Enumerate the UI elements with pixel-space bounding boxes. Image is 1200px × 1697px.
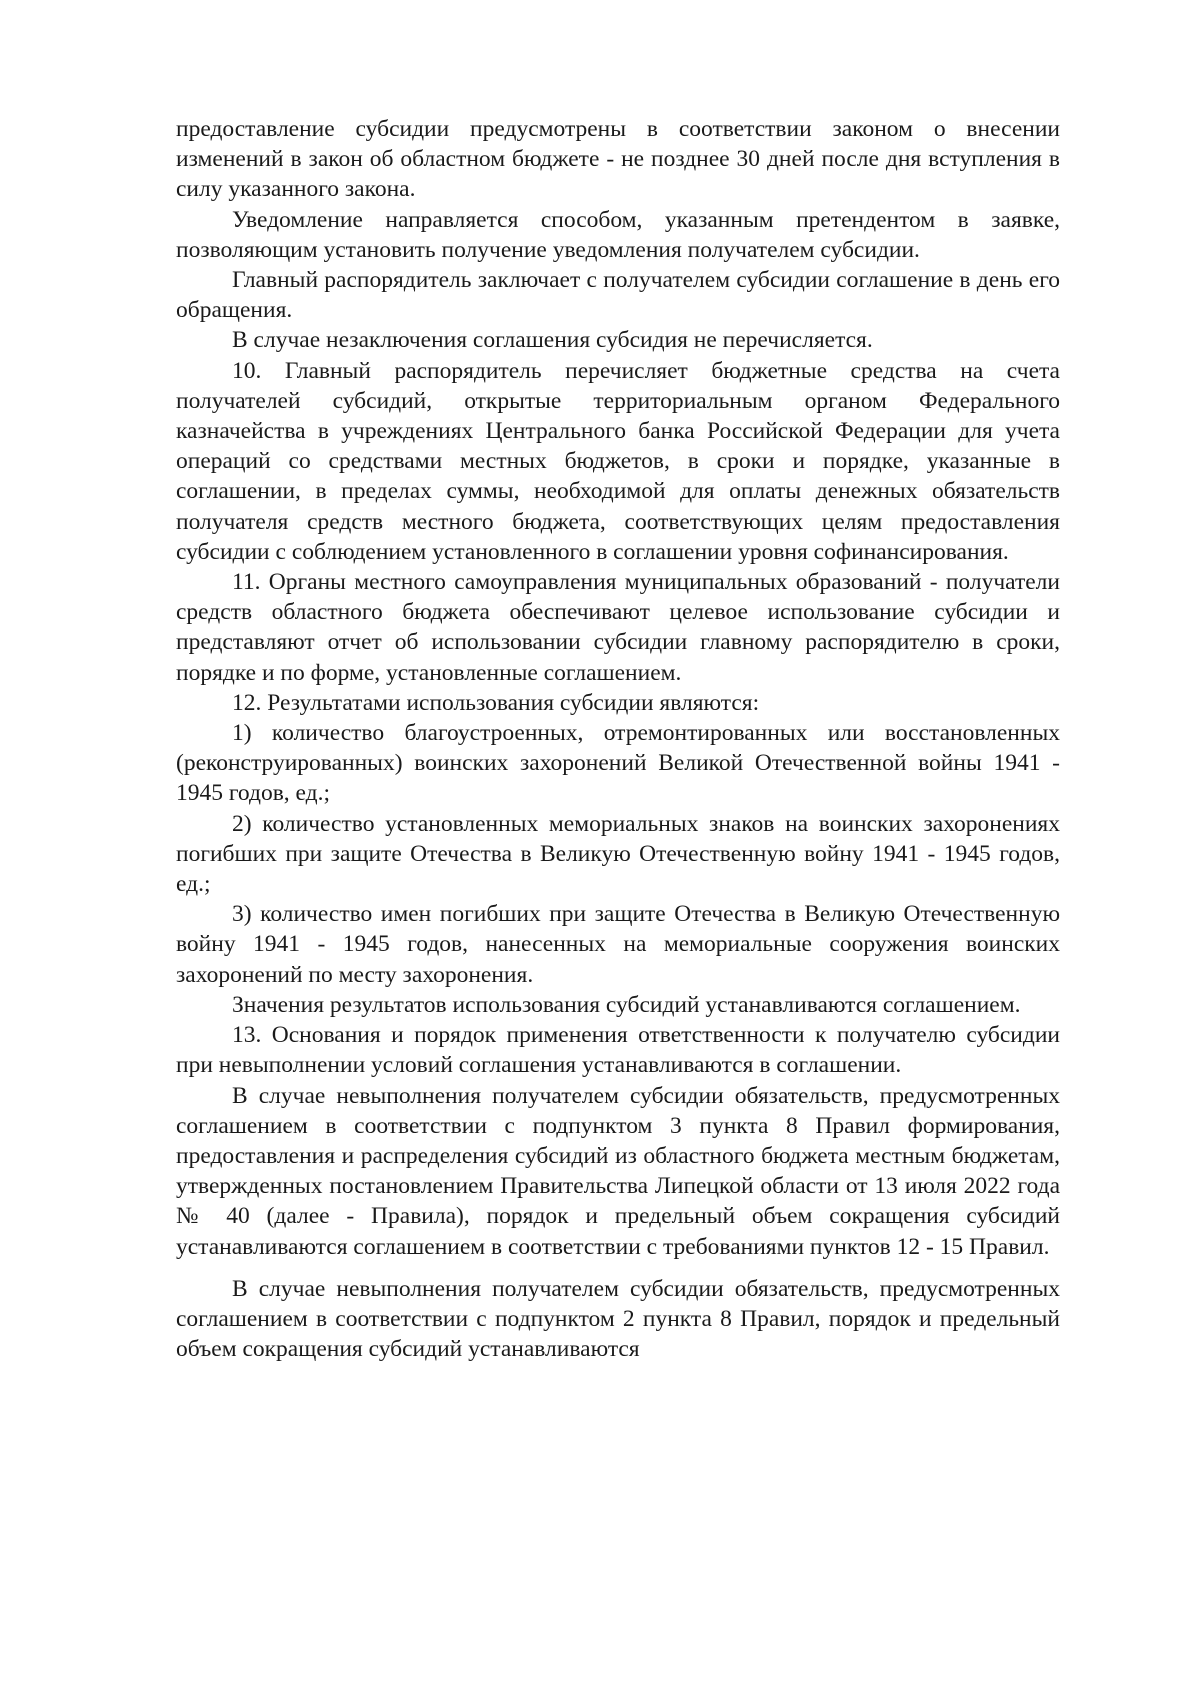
paragraph: 12. Результатами использования субсидии являются: xyxy=(232,689,760,716)
paragraph: предоставление субсидии предусмотрены в соответствии законом о внесении изменений в закон об областном бюджете - не позднее 30 дней после дня вступления в силу указанного закона. xyxy=(176,116,1060,203)
paragraph: Значения результатов использования субсидий устанавливаются соглашением. xyxy=(232,991,1021,1018)
paragraph: 11. Органы местного самоуправления муниципальных образований - получатели средств областного бюджета обеспечивают целевое использование субсидии и представляют отчет об использовании субсидии главному распорядителю в сроки, порядке и по форме, установленные соглашением. xyxy=(176,569,1060,686)
paragraph: Уведомление направляется способом, указанным претендентом в заявке, позволяющим установить получение уведомления получателем субсидии. xyxy=(176,206,1060,263)
paragraph: Главный распорядитель заключает с получателем субсидии соглашение в день его обращения. xyxy=(176,267,1060,324)
paragraph: В случае незаключения соглашения субсидия не перечисляется. xyxy=(232,327,873,354)
paragraph: 2) количество установленных мемориальных знаков на воинских захоронениях погибших при защите Отечества в Великую Отечественную войну 1941 - 1945 годов, ед.; xyxy=(176,810,1060,898)
paragraph: 3) количество имен погибших при защите Отечества в Великую Отечественную войну 1941 - 1945 годов, нанесенных на мемориальные сооружения воинских захоронений по месту захоронения. xyxy=(176,901,1060,988)
paragraph: В случае невыполнения получателем субсидии обязательств, предусмотренных соглашением в соответствии с подпунктом 2 пункта 8 Правил, порядок и предельный объем сокращения субсидий устанавливаются xyxy=(176,1275,1060,1363)
paragraph: В случае невыполнения получателем субсидии обязательств, предусмотренных соглашением в соответствии с подпунктом 3 пункта 8 Правил формирования, предоставления и распределения субсидий из областного бюджета местным бюджетам, утвержденных постановлением Правительства Липецкой области от 13 июля 2022 года № 40 (далее - Правила), порядок и предельный объем сокращения субсидий устанавливаются соглашением в соответствии с требованиями пунктов 12 - 15 Правил. xyxy=(176,1082,1060,1260)
document-page xyxy=(176,114,1060,1364)
paragraph: 1) количество благоустроенных, отремонтированных или восстановленных (реконструированных) воинских захоронений Великой Отечественной войны 1941 - 1945 годов, ед.; xyxy=(176,720,1060,807)
paragraph: 13. Основания и порядок применения ответственности к получателю субсидии при невыполнении условий соглашения устанавливаются в соглашении. xyxy=(176,1022,1060,1079)
paragraph: 10. Главный распорядитель перечисляет бюджетные средства на счета получателей субсидий, открытые территориальным органом Федерального казначейства в учреждениях Центрального банка Российской Федерации для учета операций со средствами местных бюджетов, в сроки и порядке, указанные в соглашении, в пределах суммы, необходимой для оплаты денежных обязательств получателя средств местного бюджета, соответствующих целям предоставления субсидии с соблюдением установленного в соглашении уровня софинансирования. xyxy=(176,357,1060,565)
